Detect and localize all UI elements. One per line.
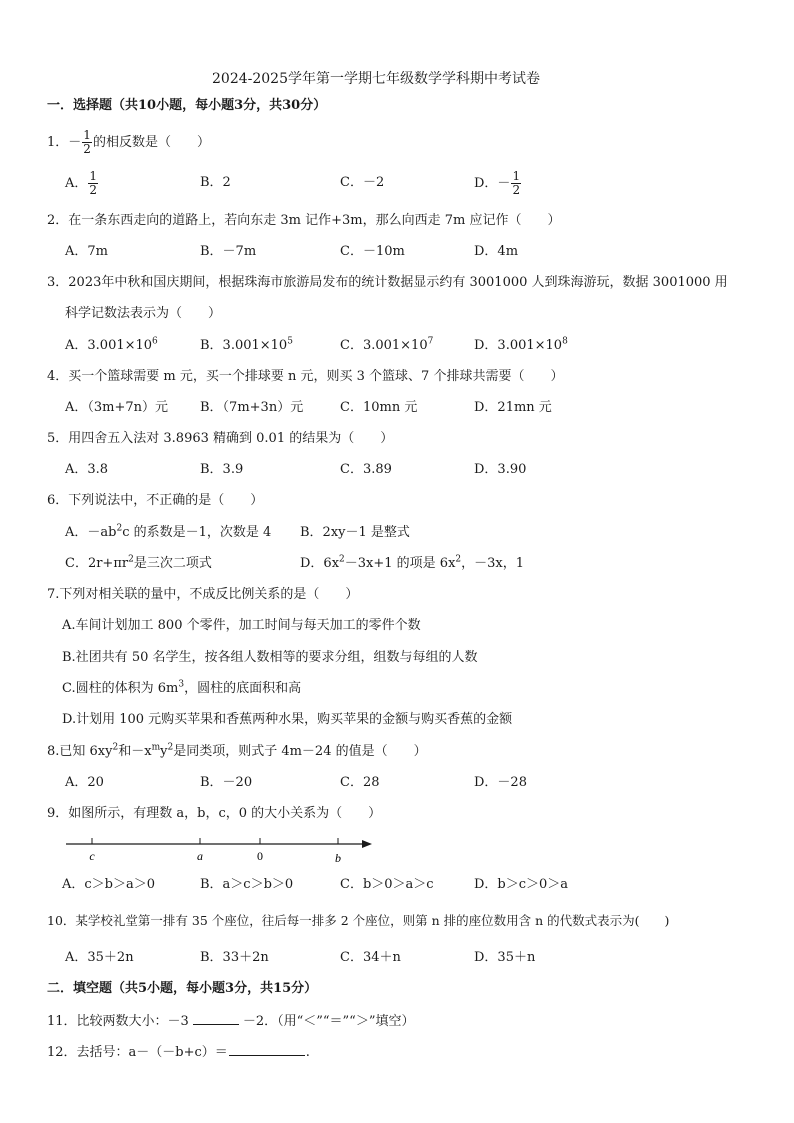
q1-text: 的相反数是（ ）: [92, 135, 210, 150]
q3-option-a-exponent: 6: [152, 336, 158, 347]
section-fill-heading: 二．填空题（共5小题，每小题3分，共15分）: [47, 981, 318, 996]
q1-option-d-denominator: 2: [512, 183, 521, 197]
q8-exp-1: 2: [112, 742, 119, 753]
q1-option-d-numerator: 1: [512, 169, 521, 183]
question-11: [47, 1012, 414, 1031]
q12-answer-blank[interactable]: [229, 1043, 305, 1056]
q3-option-b[interactable]: [200, 337, 293, 355]
q3-option-d-exponent: 8: [562, 336, 568, 347]
q5-option-b[interactable]: B．3.9: [200, 462, 244, 477]
q5-option-a[interactable]: A．3.8: [65, 462, 109, 477]
q3-option-d-base: D．3.001×10: [474, 338, 563, 353]
q9-option-a[interactable]: A．c＞b＞a＞0: [62, 877, 156, 892]
q8-text-1: 8.已知 6xy: [47, 744, 113, 759]
exam-title: 2024-2025学年第一学期七年级数学学科期中考试卷: [212, 71, 540, 87]
q2-option-b[interactable]: B．－7m: [200, 244, 257, 259]
question-3-line-1: 3．2023年中秋和国庆期间，根据珠海市旅游局发布的统计数据显示约有 3001000 人到珠海游玩，数据 3001000 用: [47, 275, 728, 290]
q1-minus: －: [68, 135, 82, 150]
q6-option-d-post: ，－3x，1: [461, 556, 525, 571]
q8-option-c[interactable]: C．28: [340, 775, 380, 790]
q3-option-c-base: C．3.001×10: [340, 338, 428, 353]
q9-option-c[interactable]: C．b＞0＞a＞c: [340, 877, 434, 892]
q3-option-a[interactable]: [65, 337, 158, 355]
q12-post: .: [305, 1045, 310, 1060]
q5-option-d[interactable]: D．3.90: [474, 462, 527, 477]
q2-option-d[interactable]: D．4m: [474, 244, 519, 259]
question-1: [47, 129, 210, 156]
number-line-figure: [62, 832, 382, 866]
q6-option-c-post: 是三次二项式: [133, 556, 212, 571]
question-2: 2．在一条东西走向的道路上，若向东走 3m 记作+3m，那么向西走 7m 应记作（ ）: [47, 213, 561, 228]
q7-option-c-exponent: 3: [178, 679, 185, 690]
q3-option-b-exponent: 5: [287, 336, 293, 347]
q6-option-a[interactable]: [65, 524, 271, 542]
q8-option-d[interactable]: D．－28: [474, 775, 527, 790]
question-4: 4．买一个篮球需要 m 元，买一个排球要 n 元，则买 3 个篮球、7 个排球共需要（ ）: [47, 369, 564, 384]
q1-option-d[interactable]: [474, 170, 522, 197]
q12-pre: 12．去括号：a－（－b+c）＝: [47, 1045, 228, 1060]
q1-option-a-denominator: 2: [89, 183, 98, 197]
q11-post: －2．（用“＜”“＝”“＞”填空）: [242, 1014, 415, 1029]
question-5: 5．用四舍五入法对 3.8963 精确到 0.01 的结果为（ ）: [47, 431, 394, 446]
q1-option-a[interactable]: [65, 170, 99, 197]
q3-option-a-base: A．3.001×10: [65, 338, 153, 353]
q3-option-c-exponent: 7: [427, 336, 434, 347]
q6-option-c[interactable]: [65, 555, 212, 573]
question-10: 10．某学校礼堂第一排有 35 个座位，往后每一排多 2 个座位，则第 n 排的座位数用含 n 的代数式表示为( ): [47, 913, 670, 928]
q3-option-b-base: B．3.001×10: [200, 338, 288, 353]
number-line-label-0: 0: [257, 849, 263, 863]
q11-pre: 11．比较两数大小：－3: [47, 1014, 189, 1029]
q6-option-d-pre: D．6x: [300, 556, 340, 571]
q5-option-c[interactable]: C．3.89: [340, 462, 392, 477]
q6-option-b[interactable]: B．2xy－1 是整式: [300, 525, 410, 540]
question-9: 9．如图所示，有理数 a，b，c，0 的大小关系为（ ）: [47, 806, 382, 821]
q6-option-a-exponent: 2: [116, 523, 123, 534]
q8-text-4: 是同类项，则式子 4m－24 的值是（ ）: [173, 744, 427, 759]
question-12: [47, 1043, 310, 1062]
q6-option-d[interactable]: [300, 555, 524, 573]
q10-option-d[interactable]: D．35＋n: [474, 950, 536, 965]
q9-option-d[interactable]: D．b＞c＞0＞a: [474, 877, 569, 892]
q6-option-c-exponent: 2: [128, 554, 134, 565]
q1-fraction-denominator: 2: [83, 142, 91, 156]
q6-option-c-pre: C．2r+πr: [65, 556, 129, 571]
q1-fraction: [82, 129, 92, 156]
q10-option-b[interactable]: B．33＋2n: [200, 950, 269, 965]
q6-option-d-exponent-2: 2: [455, 554, 462, 565]
q1-option-d-fraction: [511, 170, 521, 197]
q10-option-a[interactable]: A．35＋2n: [65, 950, 134, 965]
q6-option-a-pre: A．－ab: [65, 525, 117, 540]
q6-option-a-post: c 的系数是－1，次数是 4: [122, 525, 272, 540]
number-line-label-c: c: [89, 849, 95, 863]
q8-exp-2: m: [151, 742, 161, 753]
q7-option-a[interactable]: A.车间计划加工 800 个零件，加工时间与每天加工的零件个数: [62, 618, 421, 633]
q6-option-d-mid: －3x+1 的项是 6x: [344, 556, 456, 571]
q8-option-b[interactable]: B．－20: [200, 775, 253, 790]
q8-option-a[interactable]: A．20: [65, 775, 104, 790]
q7-option-d[interactable]: D.计划用 100 元购买苹果和香蕉两种水果，购买苹果的金额与购买香蕉的金额: [62, 712, 513, 727]
q1-number: 1．: [47, 135, 69, 150]
q6-option-d-exponent: 2: [339, 554, 345, 565]
q7-option-c[interactable]: [62, 680, 301, 698]
number-line-label-a: a: [197, 849, 203, 863]
q1-option-a-fraction: [88, 170, 98, 197]
question-8: [47, 743, 427, 761]
q7-option-b[interactable]: B.社团共有 50 名学生，按各组人数相等的要求分组，组数与每组的人数: [62, 650, 478, 665]
q1-option-a-numerator: 1: [89, 169, 98, 183]
q3-option-c[interactable]: [340, 337, 433, 355]
q2-option-a[interactable]: A．7m: [65, 244, 108, 259]
q7-option-c-pre: C.圆柱的体积为 6m: [62, 681, 179, 696]
q8-text-3: y: [160, 744, 168, 759]
q8-text-2: 和－x: [118, 744, 152, 759]
q3-option-d[interactable]: [474, 337, 568, 355]
q10-option-c[interactable]: C．34＋n: [340, 950, 401, 965]
q1-option-b[interactable]: B．2: [200, 175, 231, 190]
q9-option-b[interactable]: B．a＞c＞b＞0: [200, 877, 294, 892]
question-7: 7.下列对相关联的量中，不成反比例关系的是（ ）: [47, 587, 359, 602]
q4-option-c[interactable]: C．10mn 元: [340, 400, 418, 415]
number-line-label-b: b: [335, 851, 341, 865]
q1-fraction-numerator: 1: [83, 128, 91, 142]
q8-exp-3: 2: [167, 742, 174, 753]
q2-option-c[interactable]: C．－10m: [340, 244, 405, 259]
question-3-line-2: 科学记数法表示为（ ）: [65, 306, 222, 321]
q1-option-a-label: A．: [65, 176, 88, 191]
number-line-arrow: [362, 840, 372, 848]
q11-answer-blank[interactable]: [193, 1012, 239, 1025]
question-6: 6．下列说法中，不正确的是（ ）: [47, 493, 264, 508]
section-choice-heading: 一．选择题（共10小题，每小题3分，共30分）: [47, 98, 327, 113]
q4-option-a[interactable]: A．（3m+7n）元: [65, 400, 169, 415]
q1-option-d-label: D．－: [474, 176, 511, 191]
q4-option-d[interactable]: D．21mn 元: [474, 400, 552, 415]
q4-option-b[interactable]: B．（7m+3n）元: [200, 400, 304, 415]
q7-option-c-post: ，圆柱的底面积和高: [184, 681, 302, 696]
q1-option-c[interactable]: C．－2: [340, 175, 385, 190]
